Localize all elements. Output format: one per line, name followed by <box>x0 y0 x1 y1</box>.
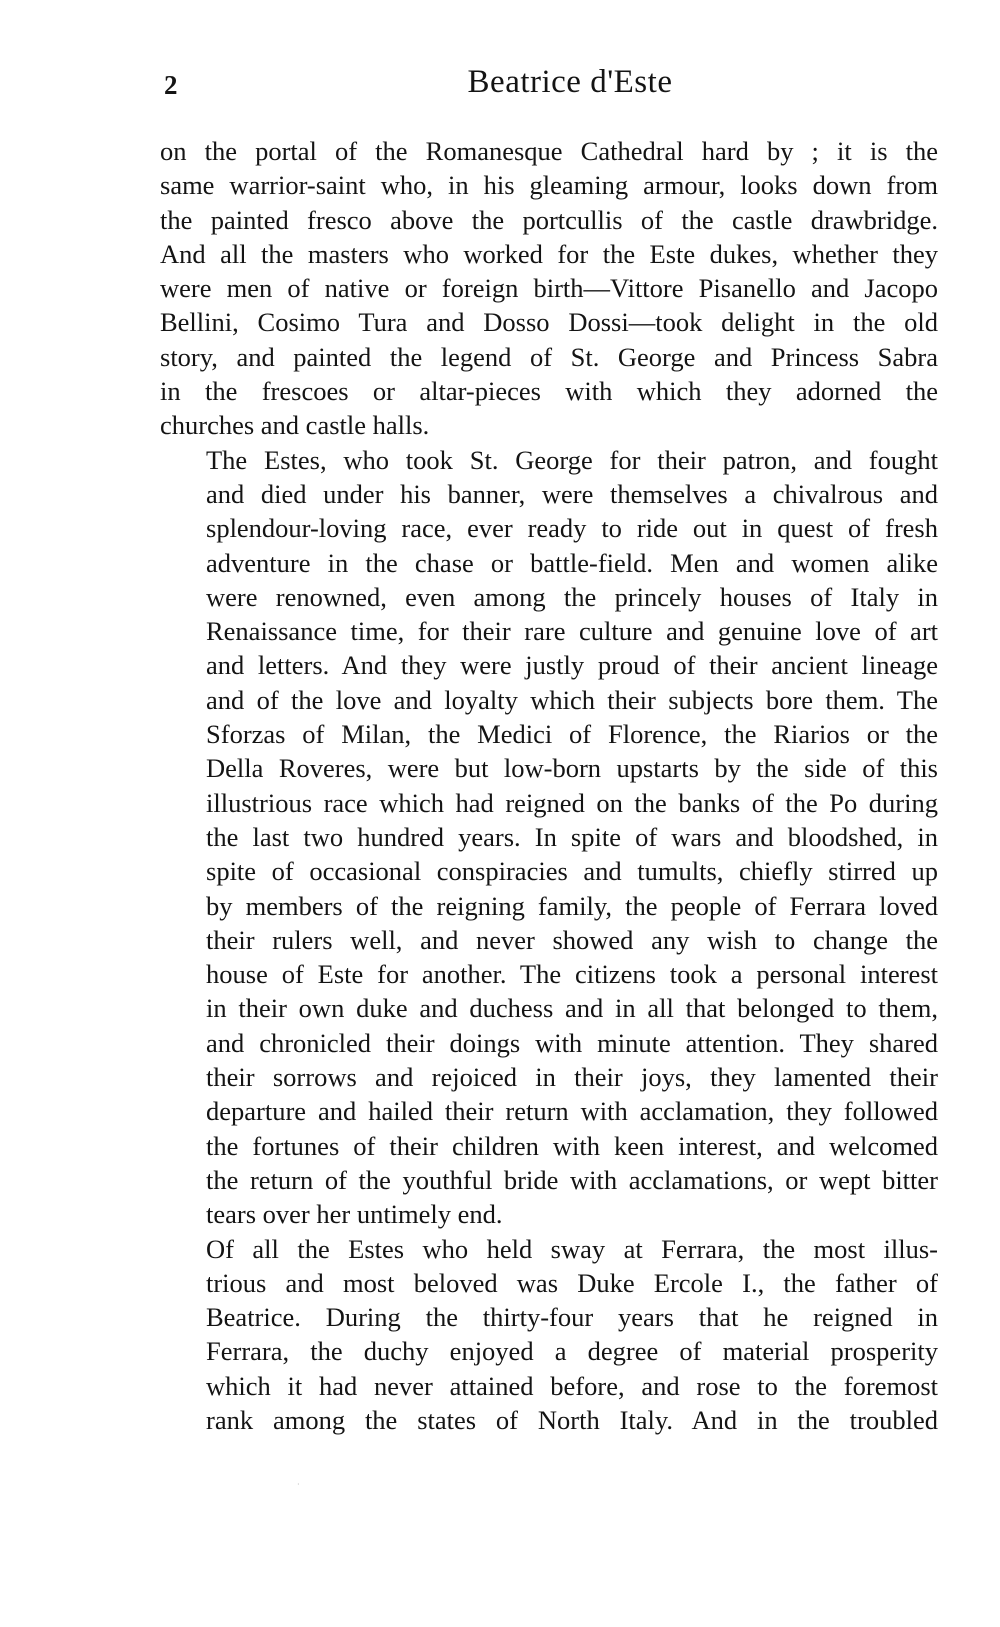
page-number: 2 <box>164 70 178 100</box>
text-line: rank among the states of North Italy. And in the troubled <box>206 1404 938 1435</box>
running-head <box>160 64 980 108</box>
text-line: in their own duke and duchess and in all that belonged to them, <box>206 993 938 1024</box>
text-line: the last two hundred years. In spite of wars and bloodshed, in <box>206 821 938 852</box>
text-line: tears over her untimely end. <box>206 1199 503 1230</box>
text-line: which it had never attained before, and rose to the foremost <box>206 1370 938 1401</box>
text-line: churches and castle halls. <box>160 410 430 441</box>
text-line: house of Este for another. The citizens took a personal interest <box>206 959 938 990</box>
text-line: The Estes, who took St. George for their patron, and fought <box>206 444 938 475</box>
text-line: story, and painted the legend of St. George and Princess Sabra <box>160 341 938 372</box>
text-line: and of the love and loyalty which their subjects bore them. The <box>206 684 938 715</box>
text-line: Della Roveres, were but low-born upstarts by the side of this <box>206 753 938 784</box>
text-line: Bellini, Cosimo Tura and Dosso Dossi—took delight in the old <box>160 307 938 338</box>
paragraph-1 <box>160 134 938 443</box>
body-text <box>160 134 938 1437</box>
text-line: their sorrows and rejoiced in their joys, they lamented their <box>206 1062 938 1093</box>
text-line: Of all the Estes who held sway at Ferrara, the most illus- <box>206 1233 938 1264</box>
text-line: And all the masters who worked for the Este dukes, whether they <box>160 238 938 269</box>
text-line: the painted fresco above the portcullis of the castle drawbridge. <box>160 204 938 235</box>
paper-speck: · <box>297 1480 300 1489</box>
text-line: Beatrice. During the thirty-four years that he reigned in <box>206 1302 938 1333</box>
text-line: and chronicled their doings with minute attention. They shared <box>206 1027 938 1058</box>
text-line: Ferrara, the duchy enjoyed a degree of material prosperity <box>206 1336 938 1367</box>
text-line: on the portal of the Romanesque Cathedral hard by ; it is the <box>160 136 938 166</box>
text-line: splendour-loving race, ever ready to ride out in quest of fresh <box>206 513 938 544</box>
text-line: Sforzas of Milan, the Medici of Florence, the Riarios or the <box>206 719 938 750</box>
text-line: spite of occasional conspiracies and tumults, chiefly stirred up <box>206 856 938 887</box>
text-line: their rulers well, and never showed any wish to change the <box>206 924 938 955</box>
paragraph-2 <box>160 443 938 1232</box>
text-line: and died under his banner, were themselves a chivalrous and <box>206 478 938 509</box>
text-line: in the frescoes or altar-pieces with which they adorned the <box>160 376 938 407</box>
text-line: departure and hailed their return with acclamation, they followed <box>206 1096 938 1127</box>
text-line: and letters. And they were justly proud of their ancient lineage <box>206 650 938 681</box>
text-line: trious and most beloved was Duke Ercole I., the father of <box>206 1267 938 1298</box>
text-line: were renowned, even among the princely houses of Italy in <box>206 581 938 612</box>
text-line: Renaissance time, for their rare culture and genuine love of art <box>206 616 938 647</box>
text-line: the fortunes of their children with keen interest, and welcomed <box>206 1130 938 1161</box>
text-line: the return of the youthful bride with acclamations, or wept bitter <box>206 1164 938 1195</box>
text-line: illustrious race which had reigned on the banks of the Po during <box>206 787 938 818</box>
text-line: were men of native or foreign birth—Vittore Pisanello and Jacopo <box>160 273 938 304</box>
text-line: by members of the reigning family, the people of Ferrara loved <box>206 890 938 921</box>
running-title: Beatrice d'Este <box>467 64 673 100</box>
paragraph-3 <box>160 1232 938 1438</box>
text-line: adventure in the chase or battle-field. Men and women alike <box>206 547 938 578</box>
text-line: same warrior-saint who, in his gleaming armour, looks down from <box>160 170 938 201</box>
